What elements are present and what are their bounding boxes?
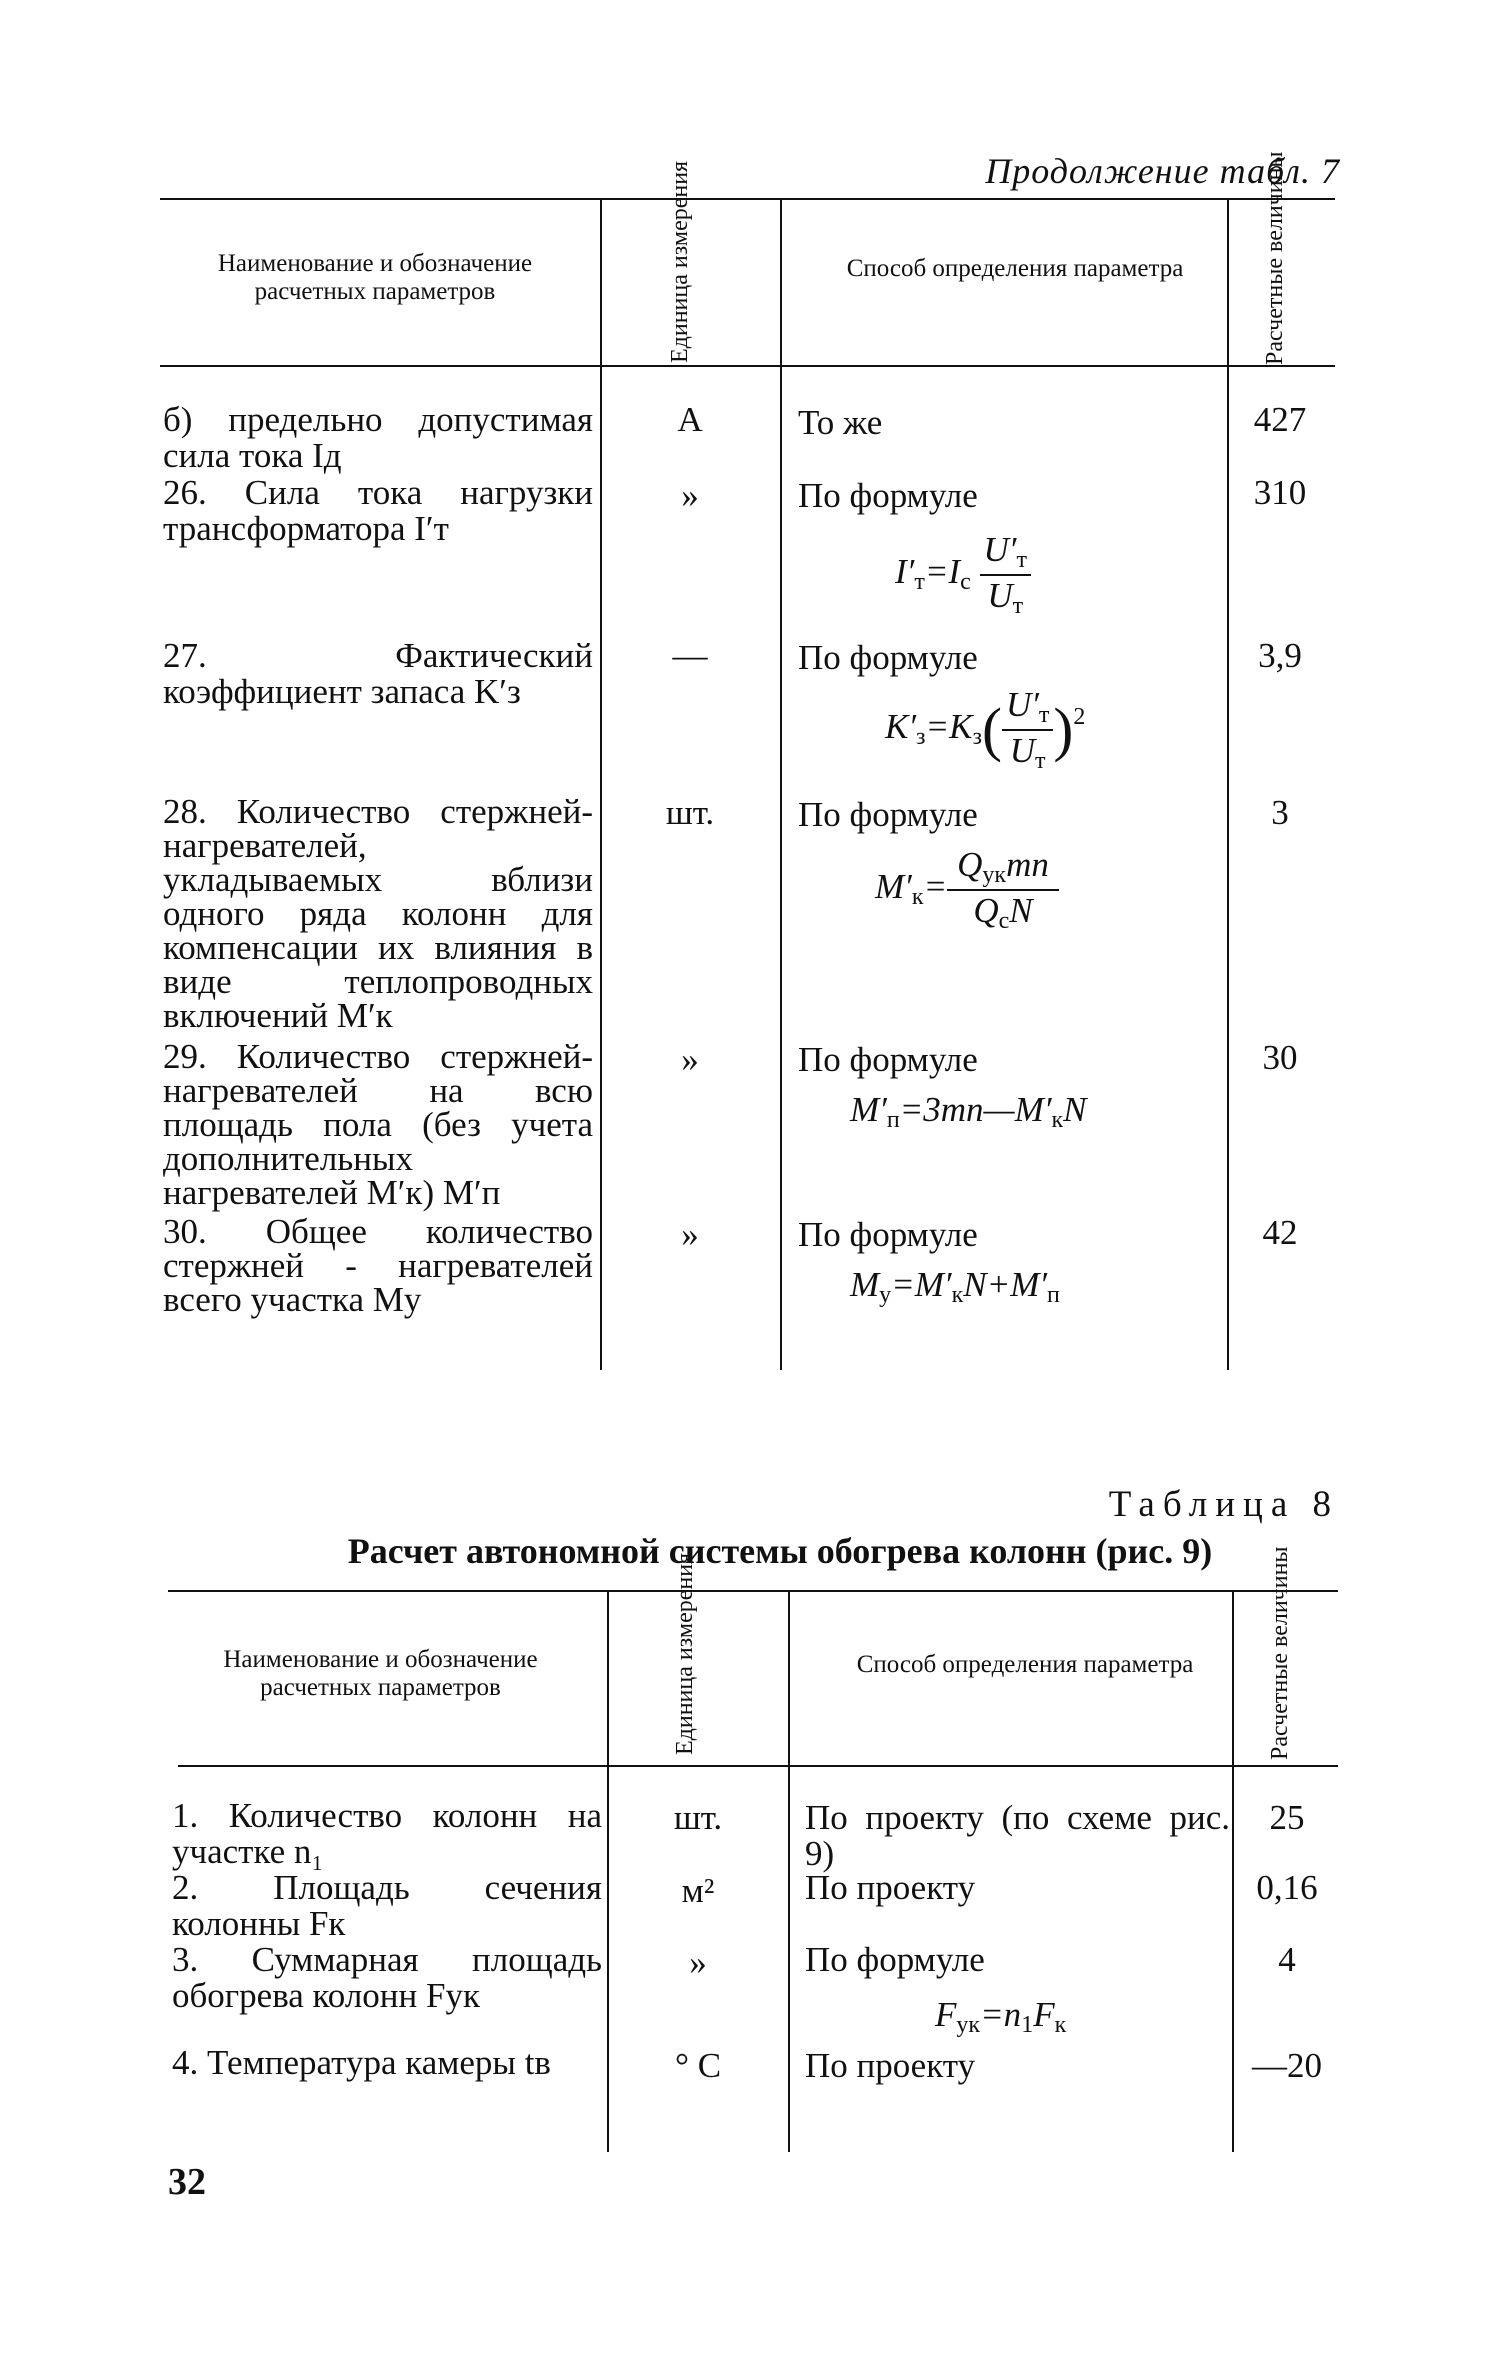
row-unit: шт. bbox=[673, 1798, 723, 1837]
header-method: Способ определения параметра bbox=[856, 1651, 1194, 1678]
row-value: 427 bbox=[1253, 400, 1307, 439]
row-method: По формуле bbox=[798, 795, 978, 834]
header-method: Способ определения параметра bbox=[846, 255, 1184, 282]
formula-t8-3: $F_{ук}=n_1F_к$ bbox=[935, 1995, 1067, 2038]
formula-26: $I'_т=I_с$ $\frac{U'_т}{U_т}$ bbox=[895, 530, 1031, 620]
row-value: 42 bbox=[1262, 1213, 1298, 1252]
row-method: По формуле bbox=[798, 1215, 978, 1254]
row-unit: ° С bbox=[674, 2046, 722, 2085]
table-8-caption: Расчет автономной системы обогрева колонн (рис. 9) bbox=[347, 1531, 1213, 1571]
row-name: б) предельно допустимая сила тока Iд bbox=[163, 400, 593, 475]
row-value: 310 bbox=[1253, 473, 1307, 512]
row-method: По формуле bbox=[798, 638, 978, 677]
row-method: По проекту (по схеме рис. 9) bbox=[805, 1798, 1230, 1873]
row-name: 4. Температура камеры tв bbox=[172, 2043, 551, 2082]
row-method: По проекту bbox=[805, 1868, 976, 1907]
formula-27: $K'_з=K_з$( $\frac{U'_т}{U_т}$ )$^2$ bbox=[885, 685, 1086, 774]
row-method: По формуле bbox=[805, 1940, 985, 1979]
row-method: По проекту bbox=[805, 2046, 976, 2085]
row-unit: » bbox=[689, 1943, 707, 1982]
row-value: 25 bbox=[1269, 1798, 1305, 1837]
row-name: 1. Количество колонн на участке n₁ bbox=[172, 1796, 602, 1871]
row-unit: А bbox=[677, 400, 703, 439]
row-method: По формуле bbox=[798, 476, 978, 515]
header-name: Наименование и обозначение расчетных параметров bbox=[223, 1646, 538, 1701]
continuation-label: Продолжение табл. 7 bbox=[985, 151, 1340, 191]
row-name: 3. Суммарная площадь обогрева колонн Fук bbox=[172, 1940, 602, 2015]
row-name: 2. Площадь сечения колонны Fк bbox=[172, 1868, 602, 1943]
row-value: —20 bbox=[1252, 2046, 1322, 2085]
row-value: 0,16 bbox=[1256, 1868, 1318, 1907]
formula-30: $M_у=M'_кN+M'_п$ bbox=[850, 1265, 1060, 1308]
row-name: 27. Фактический коэффициент запаса K′з bbox=[163, 636, 593, 711]
header-name: Наименование и обозначение расчетных параметров bbox=[217, 250, 533, 305]
row-name: 30. Общее количество стержней - нагревателей всего участка Mу bbox=[163, 1212, 593, 1319]
row-unit: » bbox=[681, 1215, 699, 1254]
row-name: 29. Количество стержней-нагревателей на всю площадь пола (без учета дополнительных нагревателей M′к) M′п bbox=[163, 1037, 593, 1212]
formula-29: $M'_п=3mn—M'_кN$ bbox=[850, 1090, 1087, 1133]
header-unit: Единица измерения bbox=[667, 160, 693, 363]
row-unit: — bbox=[672, 636, 708, 675]
row-unit: » bbox=[681, 476, 699, 515]
row-name: 28. Количество стержней-нагревателей, укладываемых вблизи одного ряда колонн для компенсации их влияния в виде теплопроводных включений M′к bbox=[163, 792, 593, 1035]
page-number: 32 bbox=[168, 2161, 206, 2203]
row-value: 4 bbox=[1278, 1940, 1296, 1979]
table-8-label: Таблица 8 bbox=[1108, 1484, 1339, 1525]
row-method: По формуле bbox=[798, 1040, 978, 1079]
formula-28: $M'_к=$ $\frac{Q_{ук}mn}{Q_сN}$ bbox=[875, 845, 1059, 935]
row-name: 26. Сила тока нагрузки трансформатора I′т bbox=[163, 473, 593, 548]
row-value: 30 bbox=[1262, 1038, 1298, 1077]
row-unit: » bbox=[681, 1040, 699, 1079]
row-value: 3 bbox=[1271, 793, 1289, 832]
header-values: Расчетные величины bbox=[1262, 151, 1288, 365]
header-unit: Единица измерения bbox=[672, 1552, 698, 1755]
row-unit: шт. bbox=[665, 793, 715, 832]
header-values: Расчетные величины bbox=[1267, 1546, 1293, 1760]
row-value: 3,9 bbox=[1258, 636, 1302, 675]
row-method: То же bbox=[798, 403, 883, 442]
row-unit: м² bbox=[681, 1871, 715, 1910]
